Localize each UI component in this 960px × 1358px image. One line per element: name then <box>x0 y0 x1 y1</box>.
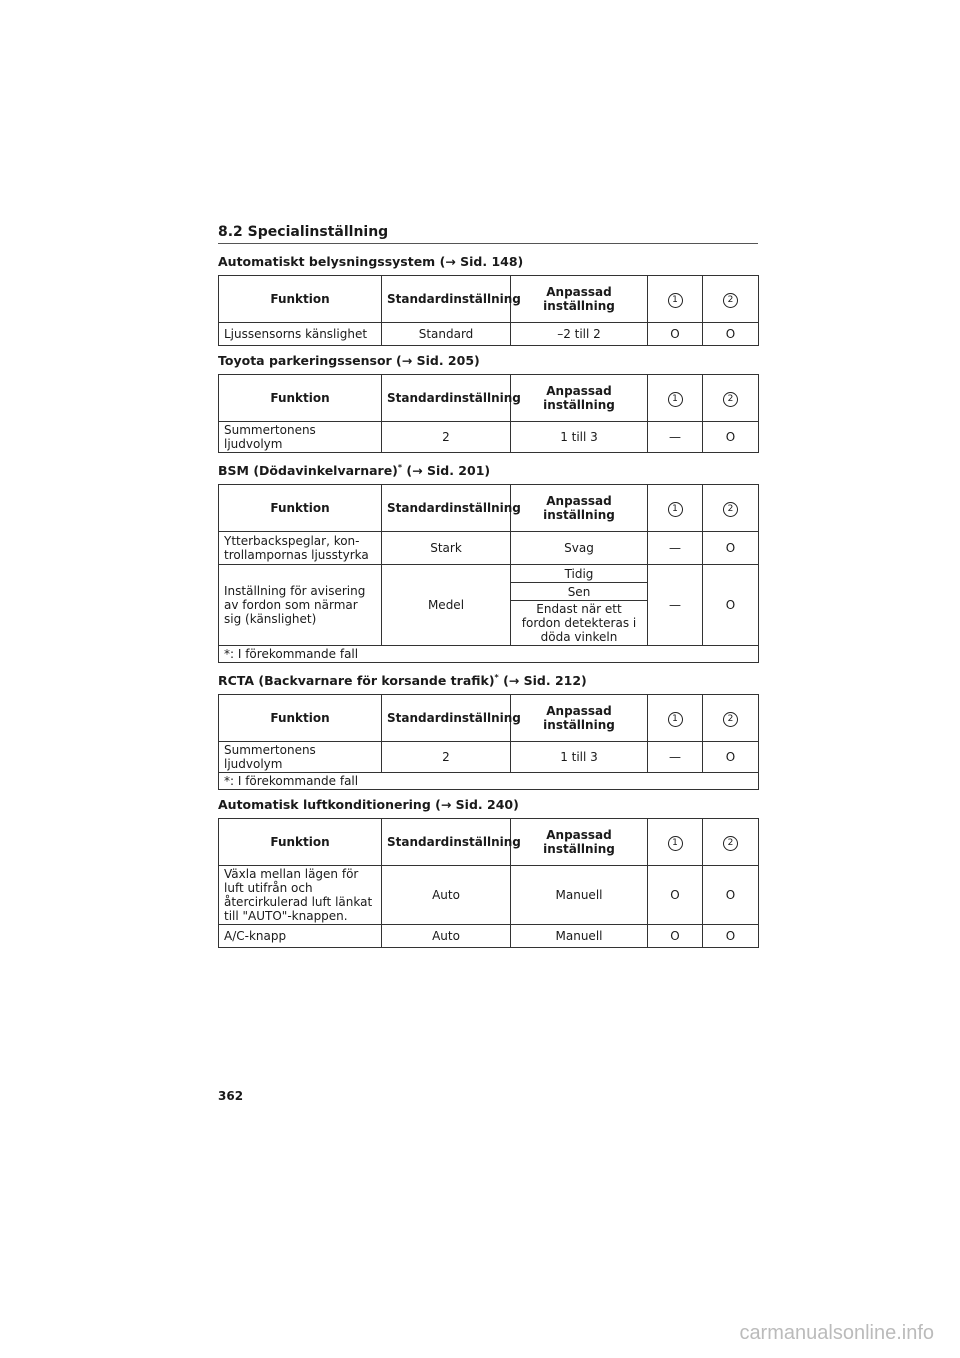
table-title-lighting: Automatiskt belysningssystem (→ Sid. 148) <box>218 254 524 269</box>
table-bsm <box>218 484 759 663</box>
cell-custom: Svag <box>511 532 648 565</box>
circle-1-icon: 1 <box>668 502 683 517</box>
watermark: carmanualsonline.info <box>739 1322 934 1344</box>
table-ac <box>218 818 759 948</box>
header-circle-1 <box>648 375 703 422</box>
table-header-row <box>219 695 759 742</box>
title-ref: (→ Sid. 212) <box>498 673 587 689</box>
cell-col2: O <box>703 866 759 925</box>
header-circle-1 <box>648 819 703 866</box>
circle-2-icon: 2 <box>723 392 738 407</box>
cell-default: Standard <box>382 323 511 346</box>
cell-custom: Manuell <box>511 866 648 925</box>
cell-default: Stark <box>382 532 511 565</box>
cell-custom: 1 till 3 <box>511 742 648 773</box>
cell-col2: O <box>703 925 759 948</box>
table-row <box>219 532 759 565</box>
header-function: Funktion <box>219 485 382 532</box>
header-function: Funktion <box>219 695 382 742</box>
table-header-row <box>219 819 759 866</box>
table-title-parking: Toyota parkeringssensor (→ Sid. 205) <box>218 353 480 368</box>
table-row <box>219 925 759 948</box>
cell-function: Summertonens ljudvolym <box>219 742 382 773</box>
cell-function: Växla mellan lägen för luft utifrån och återcirkulerad luft länkat till "AUTO"-knappen. <box>219 866 382 925</box>
cell-default: 2 <box>382 422 511 453</box>
cell-col1: — <box>648 742 703 773</box>
header-function: Funktion <box>219 375 382 422</box>
header-custom: Anpassad inställning <box>511 375 648 422</box>
header-circle-2 <box>703 276 759 323</box>
cell-default: Auto <box>382 866 511 925</box>
header-function: Funktion <box>219 819 382 866</box>
cell-default: 2 <box>382 742 511 773</box>
table-row <box>219 742 759 773</box>
header-circle-2 <box>703 695 759 742</box>
header-circle-1 <box>648 276 703 323</box>
circle-1-icon: 1 <box>668 392 683 407</box>
header-default: Standardinställning <box>382 485 511 532</box>
table-parking <box>218 374 759 453</box>
page-content <box>218 224 758 955</box>
footnote-star: * <box>397 463 403 472</box>
cell-default: Medel <box>382 565 511 646</box>
header-circle-1 <box>648 485 703 532</box>
table-header-row <box>219 375 759 422</box>
table-header-row <box>219 485 759 532</box>
table-row <box>219 422 759 453</box>
circle-2-icon: 2 <box>723 836 738 851</box>
cell-col1: — <box>648 422 703 453</box>
header-custom: Anpassad inställning <box>511 276 648 323</box>
header-function: Funktion <box>219 276 382 323</box>
cell-col2: O <box>703 422 759 453</box>
cell-col1: — <box>648 565 703 646</box>
cell-custom-option: Endast när ett fordon detekteras i döda vinkeln <box>511 601 648 646</box>
circle-1-icon: 1 <box>668 836 683 851</box>
table-row <box>219 565 759 583</box>
cell-col1: O <box>648 866 703 925</box>
page-number: 362 <box>218 1089 244 1103</box>
table-header-row <box>219 276 759 323</box>
table-row <box>219 323 759 346</box>
cell-custom: 1 till 3 <box>511 422 648 453</box>
section-title: 8.2 Specialinställning <box>218 224 758 244</box>
table-title-rcta <box>218 670 758 689</box>
cell-custom-option: Tidig <box>511 565 648 583</box>
footnote: *: I förekommande fall <box>219 773 759 790</box>
cell-function: Inställning för avisering av fordon som närmar sig (känslighet) <box>219 565 382 646</box>
table-title-ac: Automatisk luftkonditionering (→ Sid. 240) <box>218 797 519 813</box>
table-row <box>219 866 759 925</box>
circle-1-icon: 1 <box>668 712 683 727</box>
cell-function: A/C-knapp <box>219 925 382 948</box>
header-default: Standardinställning <box>382 276 511 323</box>
cell-custom-option: Sen <box>511 583 648 601</box>
header-custom: Anpassad inställning <box>511 485 648 532</box>
cell-custom: –2 till 2 <box>511 323 648 346</box>
circle-1-icon: 1 <box>668 293 683 308</box>
header-circle-2 <box>703 485 759 532</box>
footnote: *: I förekommande fall <box>219 646 759 663</box>
circle-2-icon: 2 <box>723 293 738 308</box>
header-default: Standardinställning <box>382 695 511 742</box>
header-default: Standardinställning <box>382 819 511 866</box>
footnote-star: * <box>494 673 499 683</box>
cell-col2: O <box>703 742 759 773</box>
footnote-row <box>219 773 759 790</box>
cell-col1: O <box>648 323 703 346</box>
header-circle-2 <box>703 819 759 866</box>
cell-col2: O <box>703 323 759 346</box>
header-custom: Anpassad inställning <box>511 695 648 742</box>
cell-col1: — <box>648 532 703 565</box>
title-text: BSM (Dödavinkelvarnare) <box>218 463 398 479</box>
table-title-bsm <box>218 460 758 479</box>
header-default: Standardinställning <box>382 375 511 422</box>
cell-custom: Manuell <box>511 925 648 948</box>
header-circle-1 <box>648 695 703 742</box>
cell-col2: O <box>703 565 759 646</box>
footnote-row <box>219 646 759 663</box>
circle-2-icon: 2 <box>723 712 738 727</box>
cell-function: Ytterbackspeglar, kon- trollampornas ljusstyrka <box>219 532 382 565</box>
cell-default: Auto <box>382 925 511 948</box>
table-lighting <box>218 275 759 346</box>
title-ref: (→ Sid. 201) <box>402 463 491 479</box>
cell-col2: O <box>703 532 759 565</box>
circle-2-icon: 2 <box>723 502 738 517</box>
header-circle-2 <box>703 375 759 422</box>
cell-function: Summertonens ljudvolym <box>219 422 382 453</box>
title-text: RCTA (Backvarnare för korsande trafik) <box>218 673 495 689</box>
cell-function: Ljussensorns känslighet <box>219 323 382 346</box>
header-custom: Anpassad inställning <box>511 819 648 866</box>
table-rcta <box>218 694 759 790</box>
cell-col1: O <box>648 925 703 948</box>
